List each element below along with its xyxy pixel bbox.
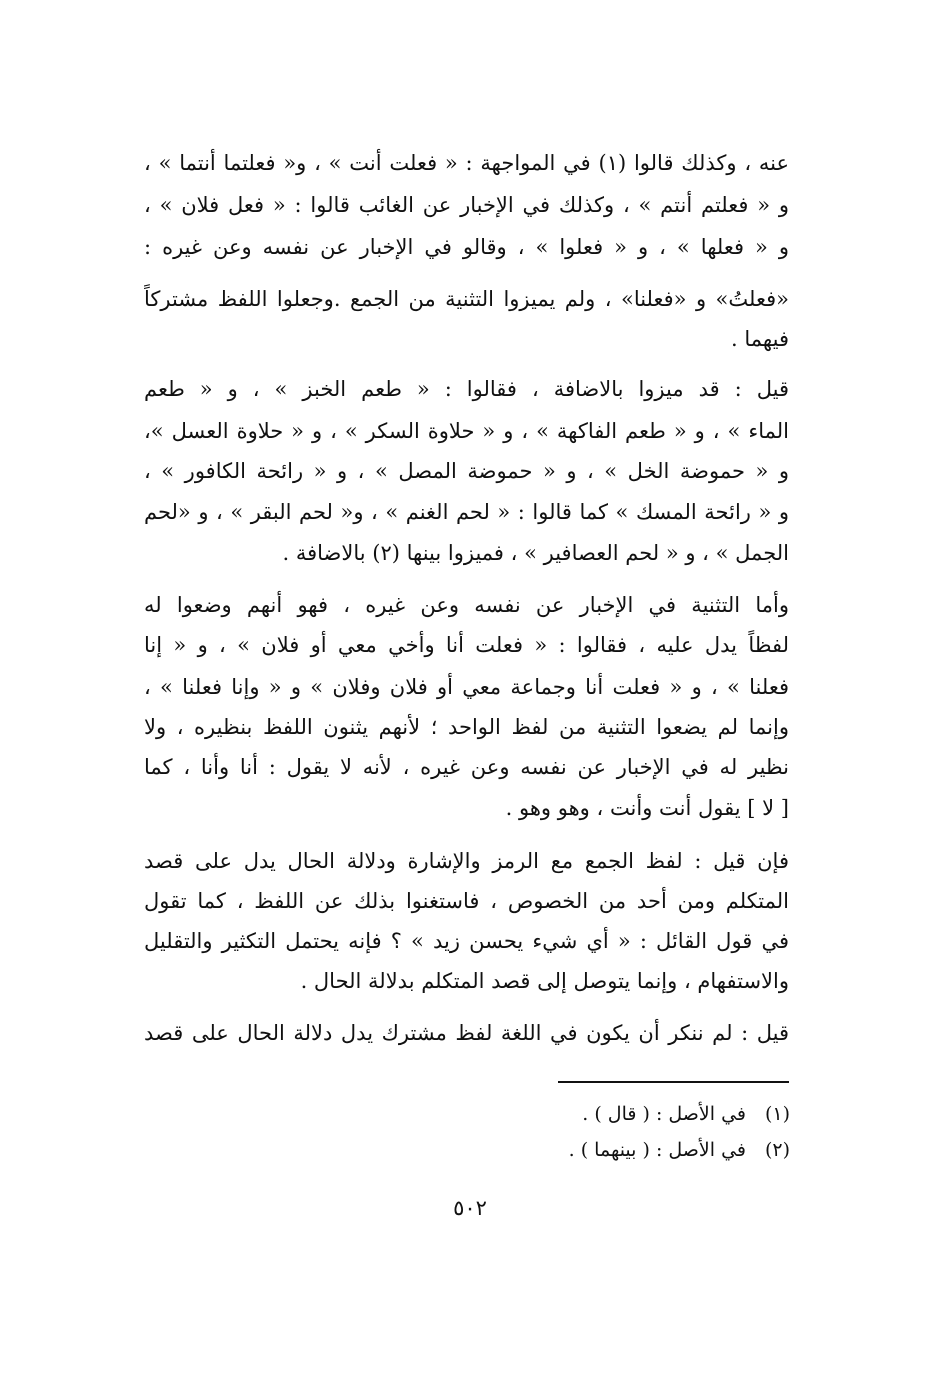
footnote (450, 1100, 790, 1128)
text-line: وإنما لم يضعوا التثنية من لفظ الواحد ؛ لأنهم يثنون اللفظ بنظيره ، ولا (144, 715, 789, 739)
text-line: والاستفهام ، وإنما يتوصل إلى قصد المتكلم بدلالة الحال . (300, 969, 789, 993)
text-line: فعلنا » ، و « فعلت أنا وجماعة معي أو فلان وفلان » و « وإنا فعلنا » ، (144, 675, 789, 699)
text-line: قيل : لم ننكر أن يكون في اللغة لفظ مشترك يدل دلالة الحال على قصد (144, 1021, 789, 1045)
page-number: ٥٠٢ (453, 1196, 487, 1220)
footnote-text: في الأصل : ( بينهما ) . (568, 1139, 746, 1161)
text-line: «فعلتُ» و «فعلنا» ، ولم يميزوا التثنية من الجمع .وجعلوا اللفظ مشتركاً (144, 287, 789, 311)
footnote-number: (٢) (764, 1139, 790, 1161)
footnote (450, 1136, 790, 1164)
text-line: عنه ، وكذلك قالوا (١) في المواجهة : « فعلت أنت » ، و« فعلتما أنتما » ، (144, 151, 789, 175)
text-line: و « حموضة الخل » ، و « حموضة المصل » ، و « رائحة الكافور » ، (144, 459, 789, 483)
text-line: الجمل » ، و « لحم العصافير » ، فميزوا بينها (٢) بالاضافة . (282, 541, 789, 565)
footnote-number: (١) (764, 1103, 790, 1125)
text-line: نظير له في الإخبار عن نفسه وعن غيره ، لأنه لا يقول : أنا وأنا ، كما (144, 755, 789, 779)
text-line: وأما التثنية في الإخبار عن نفسه وعن غيره ، فهو أنهم وضعوا له (144, 593, 789, 617)
text-line: و « فعلها » ، و « فعلوا » ، وقالو في الإخبار عن نفسه وعن غيره : (144, 235, 789, 259)
text-line: و « رائحة المسك » كما قالوا : « لحم الغنم » ، و« لحم البقر » ، و «لحم (144, 500, 789, 524)
footnote-text: في الأصل : ( قال ) . (582, 1103, 746, 1125)
text-line: الماء » ، و « طعم الفاكهة » ، و « حلاوة السكر » ، و « حلاوة العسل »، (144, 419, 789, 443)
text-line: [ لا ] يقول أنت وأنت ، وهو وهو . (505, 796, 789, 820)
text-line: لفظاً يدل عليه ، فقالوا : « فعلت أنا وأخي معي أو فلان » ، و « إنا (144, 633, 789, 657)
text-line: فإن قيل : لفظ الجمع مع الرمز والإشارة ودلالة الحال يدل على قصد (144, 849, 789, 873)
text-line: في قول القائل : « أي شيء يحسن زيد » ؟ فإنه يحتمل التكثير والتقليل (144, 929, 789, 953)
footnote-divider (558, 1081, 789, 1083)
text-line: و « فعلتم أنتم » ، وكذلك في الإخبار عن الغائب قالوا : « فعل فلان » ، (144, 193, 789, 217)
text-line: فيهما . (731, 327, 789, 351)
text-line: المتكلم ومن أحد من الخصوص ، فاستغنوا بذلك عن اللفظ ، كما تقول (144, 889, 789, 913)
text-line: قيل : قد ميزوا بالاضافة ، فقالوا : « طعم الخبز » ، و « طعم (144, 377, 789, 401)
